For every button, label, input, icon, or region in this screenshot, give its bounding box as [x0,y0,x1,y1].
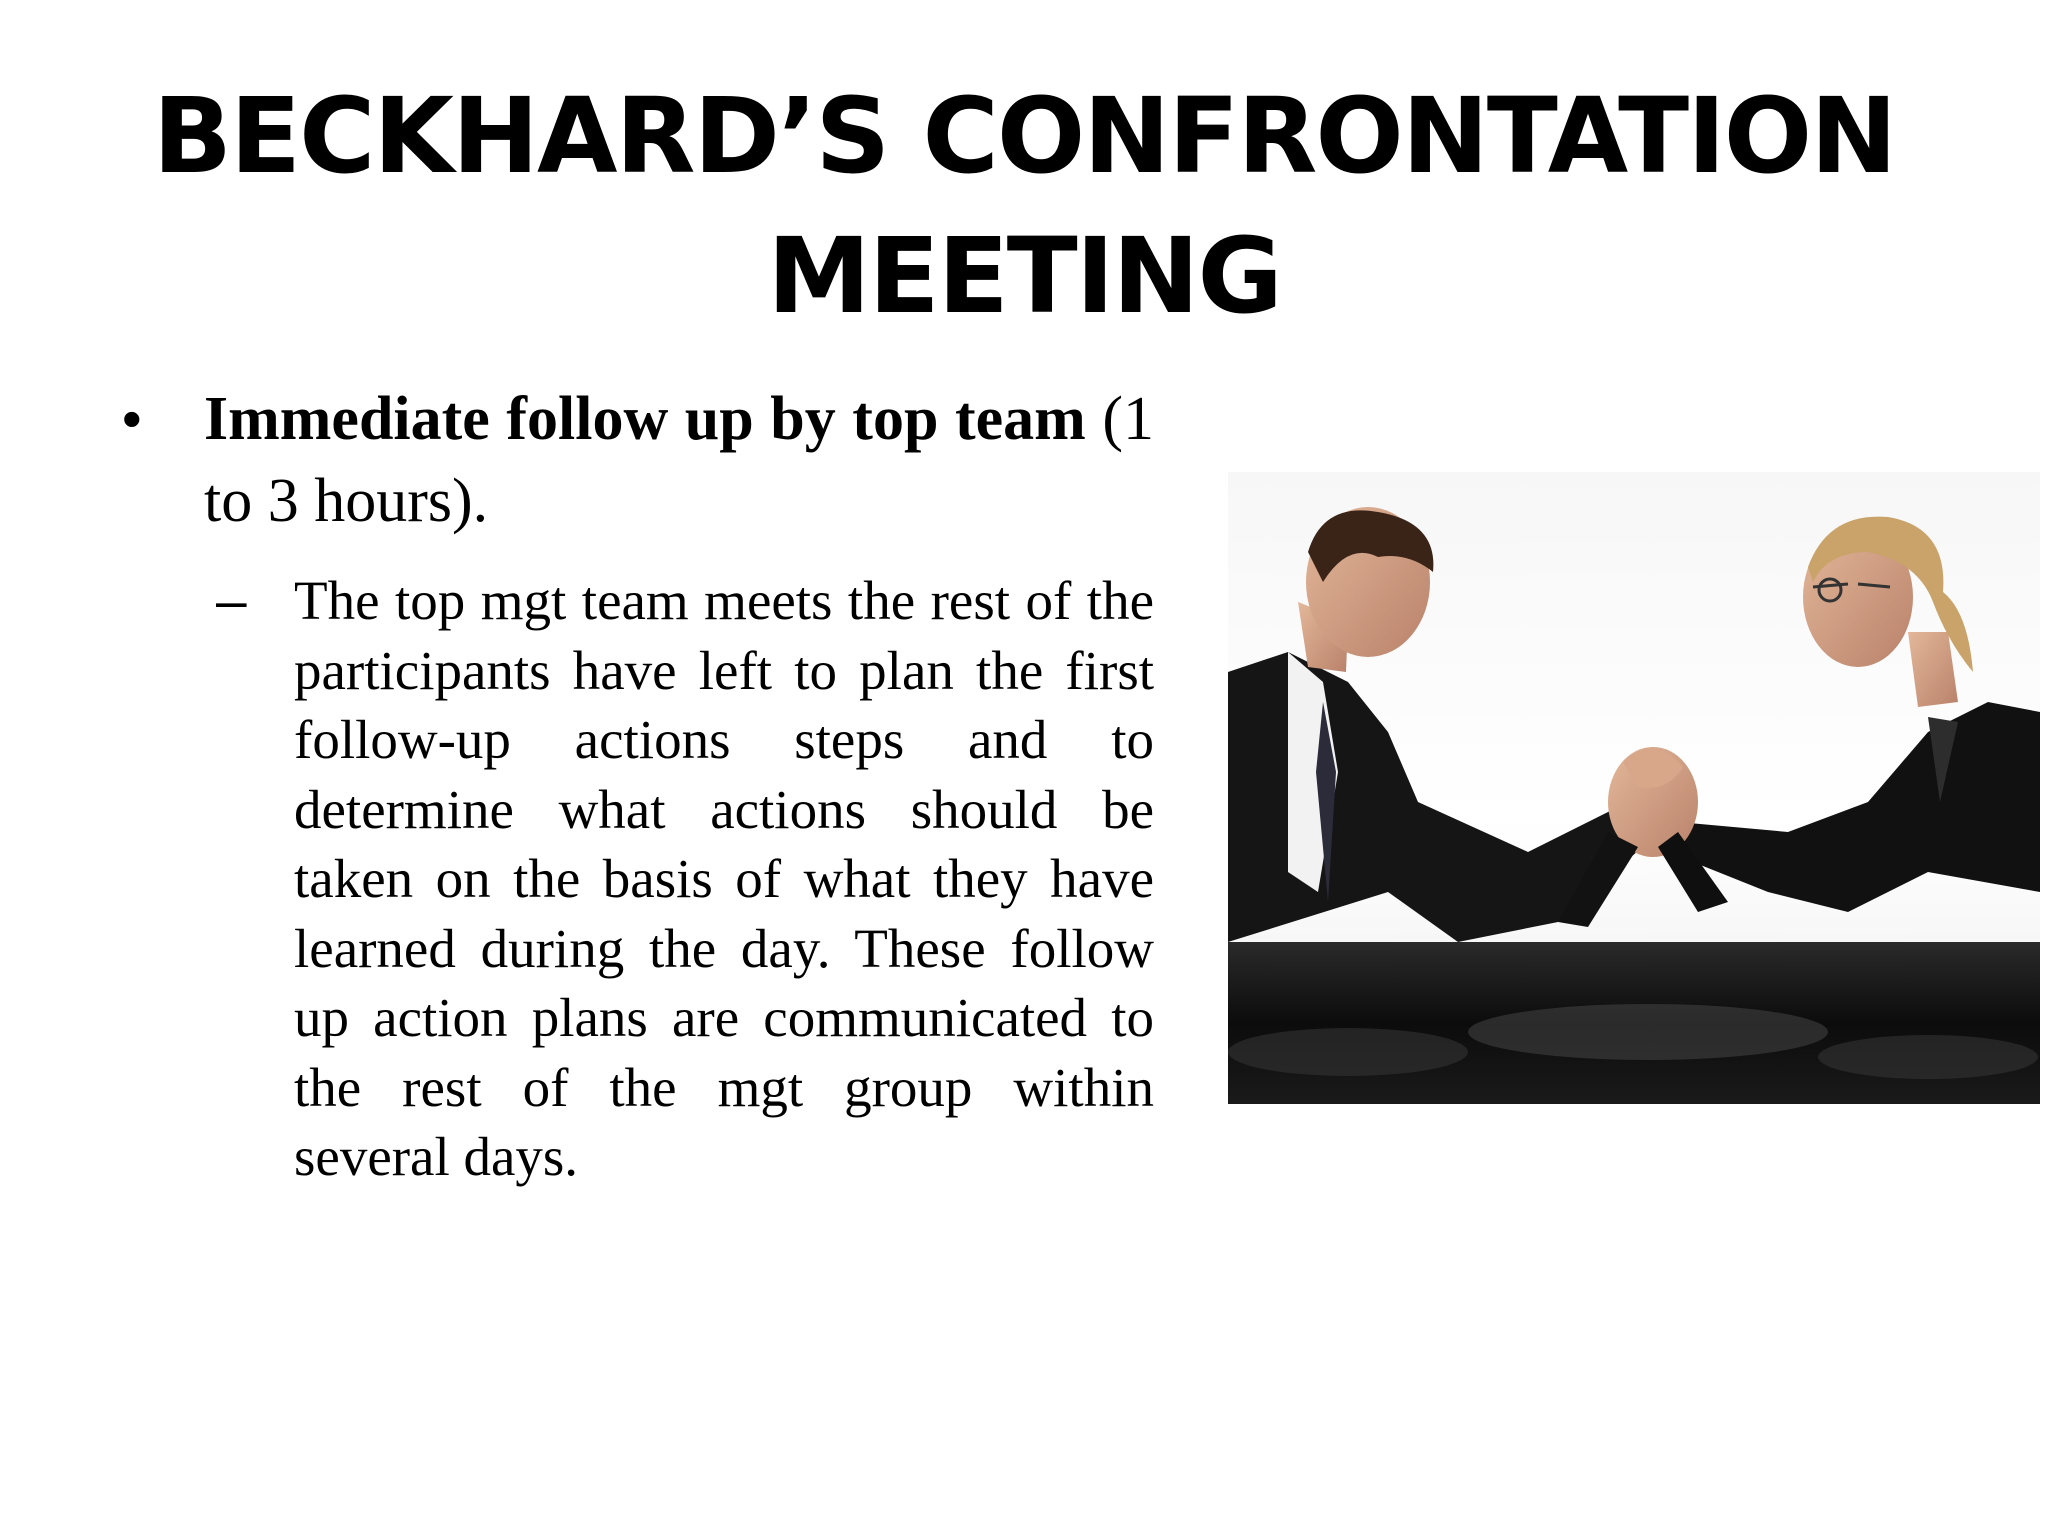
dash-icon: – [216,569,247,631]
bullet-bold-text: Immediate follow up by top team [204,385,1086,453]
slide-body [122,378,1154,1192]
photo-illustration [1228,472,2040,1104]
title-line-1: BECKHARD’S CONFRONTATION [152,75,1896,197]
bullet-dot-icon: • [122,387,142,450]
sub-bullet-text: The top mgt team meets the rest of the participants have left to plan the first follow-up actions steps and to determine what actions should be taken on the basis of what they have learned during the day. These follow up action plans are communicated to the rest of the mgt group within several days. [294,570,1154,1187]
bullet-item [122,378,1154,542]
arm-wrestling-photo [1228,472,2040,1104]
slide-title [0,66,2048,346]
title-line-2: MEETING [767,215,1281,337]
bullet-rest-text: (1 to 3 hours). [204,385,1154,535]
sub-bullet-item [216,566,1154,1192]
